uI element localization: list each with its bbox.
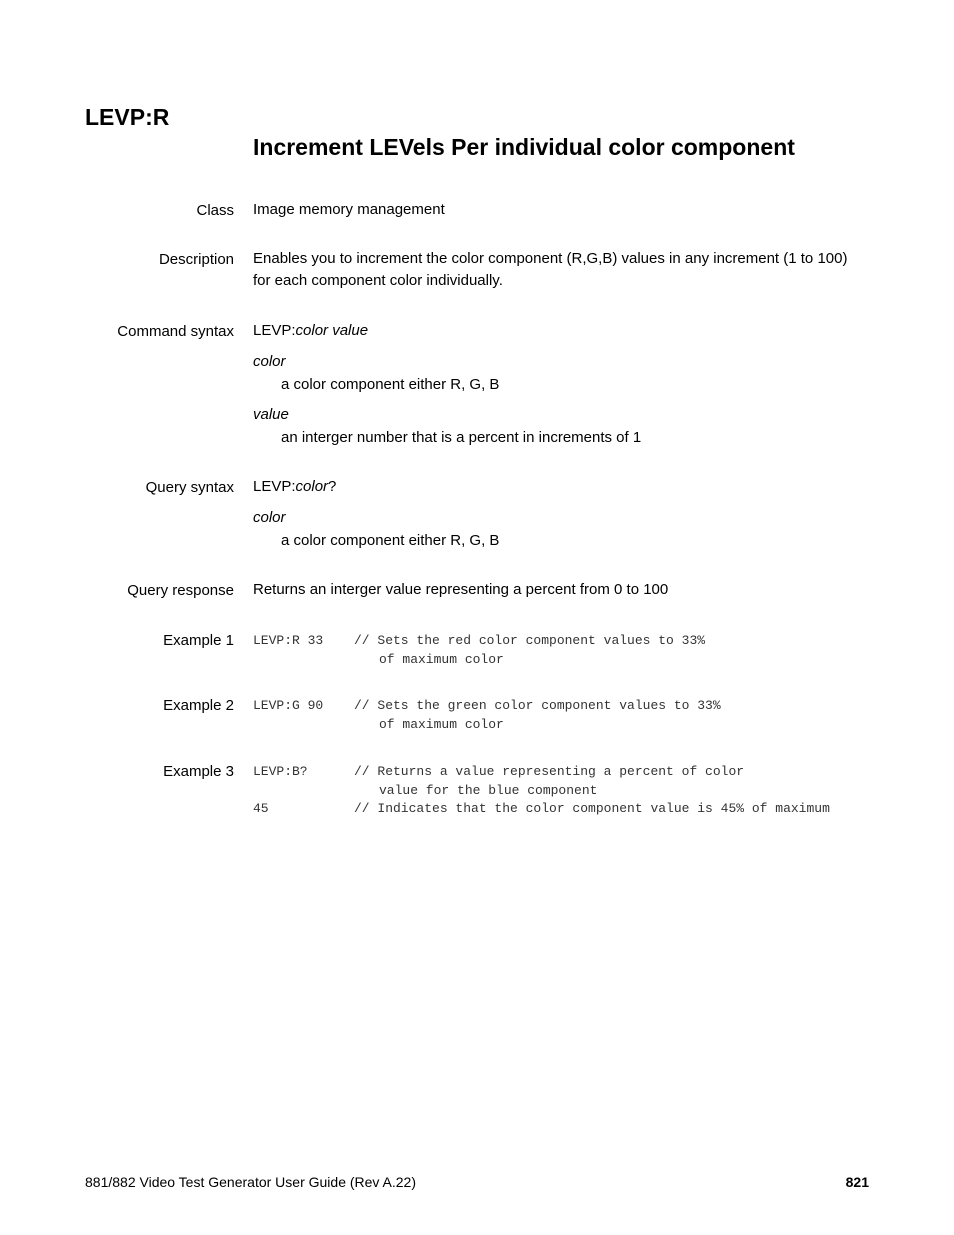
- query-response-value: Returns an interger value representing a percent from 0 to 100: [253, 581, 669, 598]
- example-3-comment-cont: value for the blue component: [379, 783, 598, 798]
- page-number: 821: [845, 1174, 869, 1190]
- page-title: Increment LEVels Per individual color component: [253, 134, 795, 160]
- description-label: Description: [158, 251, 234, 268]
- query-syntax-suffix: ?: [328, 478, 337, 495]
- example-1-comment-cont: of maximum color: [379, 652, 504, 667]
- command-syntax-prefix: LEVP:: [253, 322, 296, 339]
- query-syntax-prefix: LEVP:: [253, 478, 296, 495]
- class-value: Image memory management: [253, 201, 445, 218]
- command-name: LEVP:R: [85, 104, 170, 130]
- example-1-comment: // Sets the red color component values to 33%: [354, 633, 706, 648]
- description-line-2: for each component color individually.: [253, 272, 503, 289]
- class-label: Class: [196, 202, 234, 219]
- footer-guide-title: 881/882 Video Test Generator User Guide (Rev A.22): [85, 1174, 417, 1190]
- command-syntax-args: color value: [295, 322, 369, 339]
- param-name-value: value: [253, 406, 289, 423]
- description-line-1: Enables you to increment the color component (R,G,B) values in any increment (1 to 100): [253, 250, 848, 267]
- example-2-code: LEVP:G 90: [253, 698, 324, 713]
- query-syntax-label: Query syntax: [145, 479, 234, 496]
- param-desc-value: an interger number that is a percent in increments of 1: [281, 429, 642, 446]
- example-1-code: LEVP:R 33: [253, 633, 324, 648]
- example-1-label: Example 1: [163, 632, 234, 649]
- query-syntax-arg: color: [295, 478, 329, 495]
- example-3-code: LEVP:B?: [253, 764, 308, 779]
- command-syntax-value: [253, 320, 368, 342]
- query-param-desc-color: a color component either R, G, B: [281, 532, 500, 549]
- param-desc-color: a color component either R, G, B: [281, 376, 500, 393]
- example-3-comment: // Returns a value representing a percent of color: [354, 764, 745, 779]
- query-response-label: Query response: [127, 582, 234, 599]
- query-syntax-value: [253, 476, 336, 498]
- example-3-label: Example 3: [163, 763, 234, 780]
- command-syntax-label: Command syntax: [117, 323, 234, 340]
- param-name-color: color: [253, 353, 286, 370]
- example-2-comment-cont: of maximum color: [379, 717, 504, 732]
- example-3-response-comment: // Indicates that the color component value is 45% of maximum: [354, 801, 830, 816]
- example-3-response: 45: [253, 801, 269, 816]
- example-2-label: Example 2: [163, 697, 234, 714]
- example-2-comment: // Sets the green color component values to 33%: [354, 698, 721, 713]
- query-param-name-color: color: [253, 509, 286, 526]
